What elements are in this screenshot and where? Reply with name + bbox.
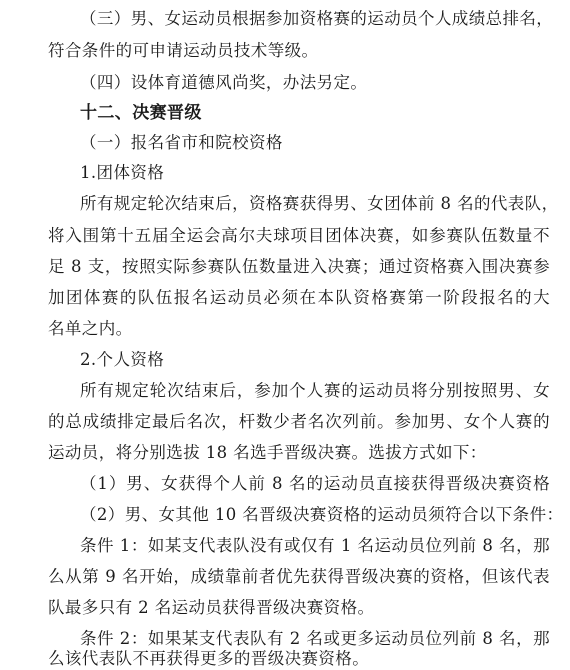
paragraph-line: 条件 2：如果某支代表队有 2 名或更多运动员位列前 8 名，那 <box>80 629 550 648</box>
paragraph-line: 队最多只有 2 名运动员获得晋级决赛资格。 <box>48 598 375 617</box>
paragraph-line: 条件 1：如某支代表队没有或仅有 1 名运动员位列前 8 名，那 <box>80 536 550 555</box>
paragraph-line: 的总成绩排定最后名次，杆数少者名次列前。参加男、女个人赛的 <box>48 412 550 431</box>
paragraph-line: （三）男、女运动员根据参加资格赛的运动员个人成绩总排名， <box>80 9 554 28</box>
paragraph-line: 将入围第十五届全运会高尔夫球项目团体决赛，如参赛队伍数量不 <box>48 226 550 245</box>
paragraph-line: 运动员，将分别选拔 18 名选手晋级决赛。选拔方式如下： <box>48 443 487 462</box>
paragraph-line: 名单之内。 <box>48 319 133 338</box>
paragraph-line: 么从第 9 名开始，成绩靠前者优先获得晋级决赛的资格，但该代表 <box>48 567 550 586</box>
paragraph-line: 么该代表队不再获得更多的晋级决赛资格。 <box>48 649 370 668</box>
section-heading: 十二、决赛晋级 <box>80 103 202 123</box>
paragraph-line: 所有规定轮次结束后，资格赛获得男、女团体前 8 名的代表队， <box>80 194 559 213</box>
subsection-heading: （一）报名省市和院校资格 <box>80 133 283 152</box>
item-heading: 1.团体资格 <box>80 163 165 182</box>
paragraph-line: （四）设体育道德风尚奖，办法另定。 <box>80 73 368 92</box>
paragraph-line: 加团体赛的队伍报名运动员必须在本队资格赛第一阶段报名的大 <box>48 288 550 307</box>
paragraph-line: （2）男、女其他 10 名晋级决赛资格的运动员须符合以下条件： <box>80 505 564 524</box>
paragraph-line: 符合条件的可申请运动员技术等级。 <box>48 41 319 60</box>
paragraph-line: （1）男、女获得个人前 8 名的运动员直接获得晋级决赛资格 <box>80 474 550 493</box>
paragraph-line: 所有规定轮次结束后，参加个人赛的运动员将分别按照男、女 <box>80 381 550 400</box>
item-heading: 2.个人资格 <box>80 350 165 369</box>
paragraph-line: 足 8 支，按照实际参赛队伍数量进入决赛；通过资格赛入围决赛参 <box>48 257 550 276</box>
